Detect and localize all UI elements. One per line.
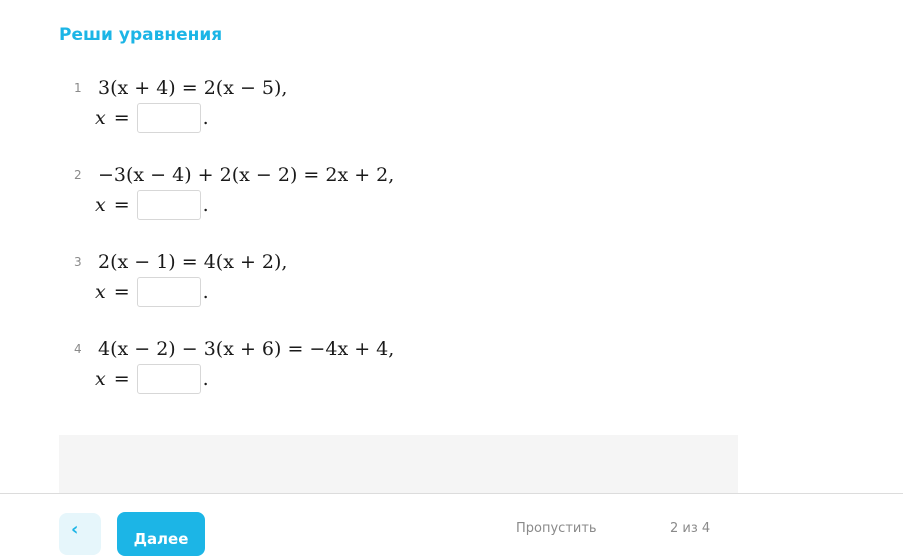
answer-row — [95, 188, 209, 222]
answer-row — [95, 362, 209, 396]
back-button[interactable] — [59, 513, 101, 555]
skip-link[interactable]: Пропустить — [516, 521, 597, 536]
problem-number: 3 — [74, 255, 82, 269]
problem-equation: −3(x − 4) + 2(x − 2) = 2x + 2, — [98, 164, 395, 186]
answer-row — [95, 101, 209, 135]
problem-equation: 2(x − 1) = 4(x + 2), — [98, 251, 288, 273]
footer-divider — [0, 493, 903, 494]
answer-input-2[interactable] — [137, 190, 201, 220]
answer-input-4[interactable] — [137, 364, 201, 394]
problem-number: 4 — [74, 342, 82, 356]
answer-input-1[interactable] — [137, 103, 201, 133]
task-title: Реши уравнения — [59, 25, 223, 45]
answer-period: . — [202, 281, 209, 303]
problem-equation: 4(x − 2) − 3(x + 6) = −4x + 4, — [98, 338, 395, 360]
answer-equals: = — [113, 281, 130, 303]
answer-period: . — [202, 107, 209, 129]
hint-area — [59, 435, 738, 493]
answer-variable: x — [95, 281, 106, 303]
answer-equals: = — [113, 368, 130, 390]
answer-variable: x — [95, 368, 106, 390]
problem-number: 2 — [74, 168, 82, 182]
problem-equation: 3(x + 4) = 2(x − 5), — [98, 77, 288, 99]
answer-variable: x — [95, 107, 106, 129]
progress-counter: 2 из 4 — [670, 521, 711, 536]
answer-equals: = — [113, 194, 130, 216]
problem-number: 1 — [74, 81, 82, 95]
next-button[interactable]: Далее — [117, 512, 205, 556]
chevron-left-icon: ‹ — [71, 519, 79, 540]
answer-row — [95, 275, 209, 309]
answer-input-3[interactable] — [137, 277, 201, 307]
answer-equals: = — [113, 107, 130, 129]
answer-variable: x — [95, 194, 106, 216]
answer-period: . — [202, 368, 209, 390]
answer-period: . — [202, 194, 209, 216]
